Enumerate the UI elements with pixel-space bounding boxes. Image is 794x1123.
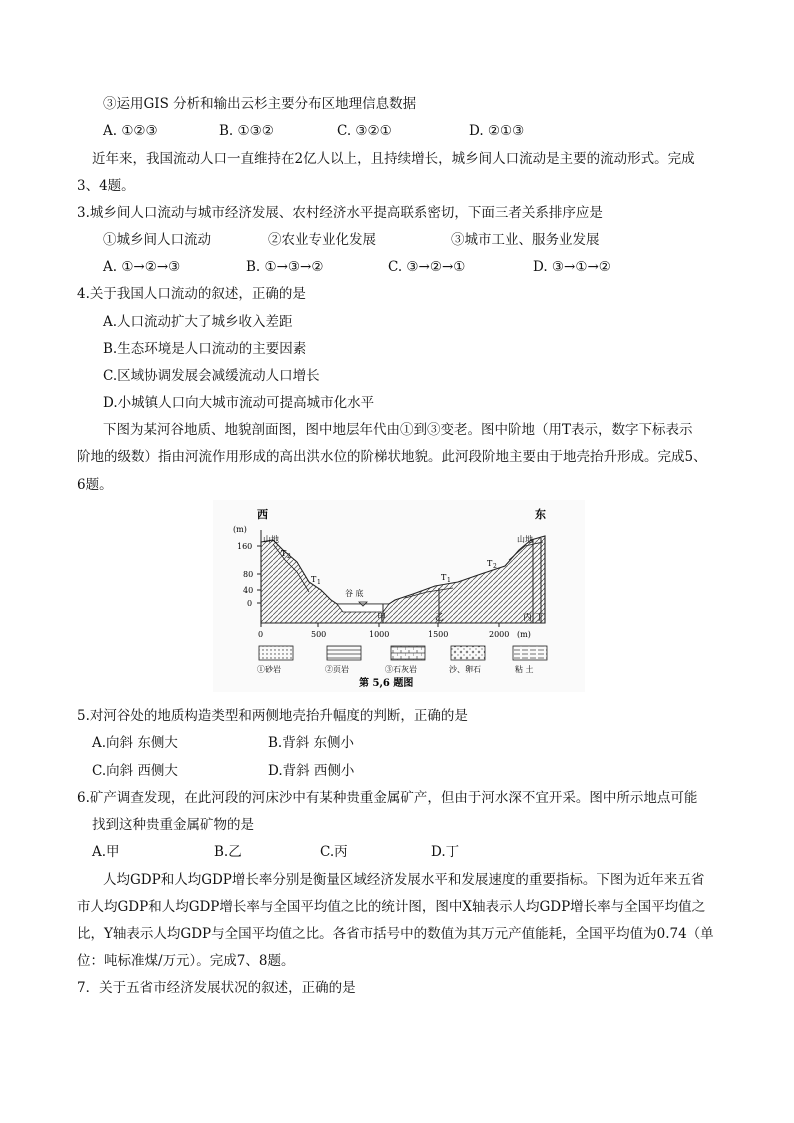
intro-78-line-4: 位：吨标准煤/万元）。完成7、8题。	[77, 953, 295, 969]
x-tick-0: 0	[258, 630, 264, 639]
prev-item-3: ③运用GIS 分析和输出云杉主要分布区地理信息数据	[103, 96, 417, 112]
label-valley-floor: 谷 底	[345, 589, 364, 598]
question-5-option-a: A.向斜 东侧大	[92, 735, 178, 751]
question-6-option-d: D.丁	[431, 844, 460, 860]
question-6-stem-line-2: 找到这种贵重金属矿物的是	[92, 817, 254, 833]
legend-label-sand-gravel: 沙、卵石	[449, 665, 481, 674]
terrace-t1-west: T	[311, 575, 317, 584]
y-axis-unit: (m)	[233, 525, 247, 534]
legend-swatch-limestone	[391, 646, 425, 660]
label-west: 西	[257, 508, 268, 521]
question-3-option-b: B. ①→③→②	[246, 259, 324, 275]
legend-label-shale: ②页岩	[325, 665, 349, 674]
question-3-item-3: ③城市工业、服务业发展	[451, 232, 600, 248]
intro-56-line-3: 6题。	[77, 477, 113, 493]
question-5-option-b: B.背斜 东侧小	[268, 735, 355, 751]
x-tick-1500: 1500	[428, 630, 449, 639]
question-4-option-d: D.小城镇人口向大城市流动可提高城市化水平	[103, 395, 375, 411]
question-4-option-c: C.区域协调发展会减缓流动人口增长	[103, 368, 320, 384]
question-3-item-2: ②农业专业化发展	[268, 232, 376, 248]
legend-label-limestone: ③石灰岩	[385, 665, 417, 674]
label-mountain-west: 山地	[263, 535, 279, 544]
valley-profile-svg	[213, 500, 585, 692]
question-3-item-1: ①城乡间人口流动	[103, 232, 211, 248]
question-5-option-c: C.向斜 西侧大	[92, 763, 178, 779]
legend-swatch-shale	[327, 646, 361, 660]
intro-78-line-2: 市人均GDP和人均GDP增长率与全国平均值之比的统计图，图中X轴表示人均GDP增长率与全国平均值之	[77, 899, 706, 915]
label-mountain-east: 山地	[517, 535, 533, 544]
question-6-option-a: A.甲	[92, 844, 120, 860]
river-channel	[337, 604, 389, 612]
intro-34-line-2: 3、4题。	[77, 178, 135, 194]
point-jia: 甲	[377, 613, 387, 623]
prev-option-b: B. ①③②	[219, 123, 274, 139]
y-tick-80: 80	[243, 570, 254, 579]
legend-label-clay: 粘 土	[515, 665, 534, 674]
terrace-t2-east: T	[487, 559, 493, 568]
legend-label-sandstone: ①砂岩	[257, 665, 281, 674]
prev-option-d: D. ②①③	[469, 123, 525, 139]
x-tick-2000: 2000	[489, 630, 510, 639]
terrace-t1-east-sub: 1	[447, 577, 451, 584]
question-5-option-d: D.背斜 西侧小	[268, 763, 355, 779]
question-4-stem: 4.关于我国人口流动的叙述，正确的是	[77, 286, 306, 302]
figure-caption: 第 5,6 题图	[359, 678, 414, 689]
question-5-stem: 5.对河谷处的地质构造类型和两侧地壳抬升幅度的判断，正确的是	[77, 708, 468, 724]
point-ding: 丁	[535, 613, 545, 623]
question-4-option-b: B.生态环境是人口流动的主要因素	[103, 341, 307, 357]
question-6-option-c: C.丙	[320, 844, 348, 860]
x-tick-1000: 1000	[369, 630, 390, 639]
label-east: 东	[535, 508, 546, 521]
x-tick-500: 500	[311, 630, 327, 639]
legend-swatch-sandstone	[259, 646, 293, 660]
valley-profile-figure	[213, 500, 585, 692]
question-3-option-d: D. ③→①→②	[533, 259, 611, 275]
question-3-stem: 3.城乡间人口流动与城市经济发展、农村经济水平提高联系密切，下面三者关系排序应是	[77, 205, 603, 221]
question-3-option-c: C. ③→②→①	[388, 259, 466, 275]
point-bing: 丙	[523, 613, 533, 623]
question-3-option-a: A. ①→②→③	[103, 259, 181, 275]
terrace-t2-east-sub: 2	[493, 563, 497, 570]
intro-56-line-2: 阶地的级数）指由河流作用形成的高出洪水位的阶梯状地貌。此河段阶地主要由于地壳抬升形成。完成5、	[77, 449, 707, 465]
terrain-profile	[261, 536, 545, 623]
question-6-option-b: B.乙	[214, 844, 242, 860]
y-tick-0: 0	[247, 599, 253, 608]
terrace-t2-west-sub: 2	[287, 553, 291, 560]
terrace-t1-east: T	[441, 573, 447, 582]
intro-78-line-1: 人均GDP和人均GDP增长率分别是衡量区域经济发展水平和发展速度的重要指标。下图为近年来五省	[103, 872, 705, 888]
question-4-option-a: A.人口流动扩大了城乡收入差距	[103, 314, 293, 330]
x-axis-unit: (m)	[517, 630, 531, 639]
legend-swatch-sand-gravel	[451, 646, 485, 660]
legend-swatch-clay	[513, 646, 547, 660]
intro-78-line-3: 比，Y轴表示人均GDP与全国平均值之比。各省市括号中的数值为其万元产值能耗，全国平均值为0.74（单	[77, 926, 714, 942]
question-6-stem-line-1: 6.矿产调查发现，在此河段的河床沙中有某种贵重金属矿产，但由于河水深不宜开采。图中所示地点可能	[77, 790, 698, 806]
intro-34-line-1: 近年来，我国流动人口一直维持在2亿人以上，且持续增长，城乡间人口流动是主要的流动形式。完成	[92, 151, 695, 167]
prev-option-a: A. ①②③	[103, 123, 158, 139]
terrace-t1-west-sub: 1	[317, 579, 321, 586]
intro-56-line-1: 下图为某河谷地质、地貌剖面图，图中地层年代由①到③变老。图中阶地（用T表示，数字下标表示	[103, 422, 693, 438]
y-tick-160: 160	[237, 542, 253, 551]
point-yi: 乙	[435, 613, 445, 623]
y-tick-40: 40	[243, 586, 254, 595]
prev-option-c: C. ③②①	[337, 123, 392, 139]
terrace-t2-west: T	[281, 549, 287, 558]
question-7-stem: 7．关于五省市经济发展状况的叙述，正确的是	[77, 980, 356, 996]
